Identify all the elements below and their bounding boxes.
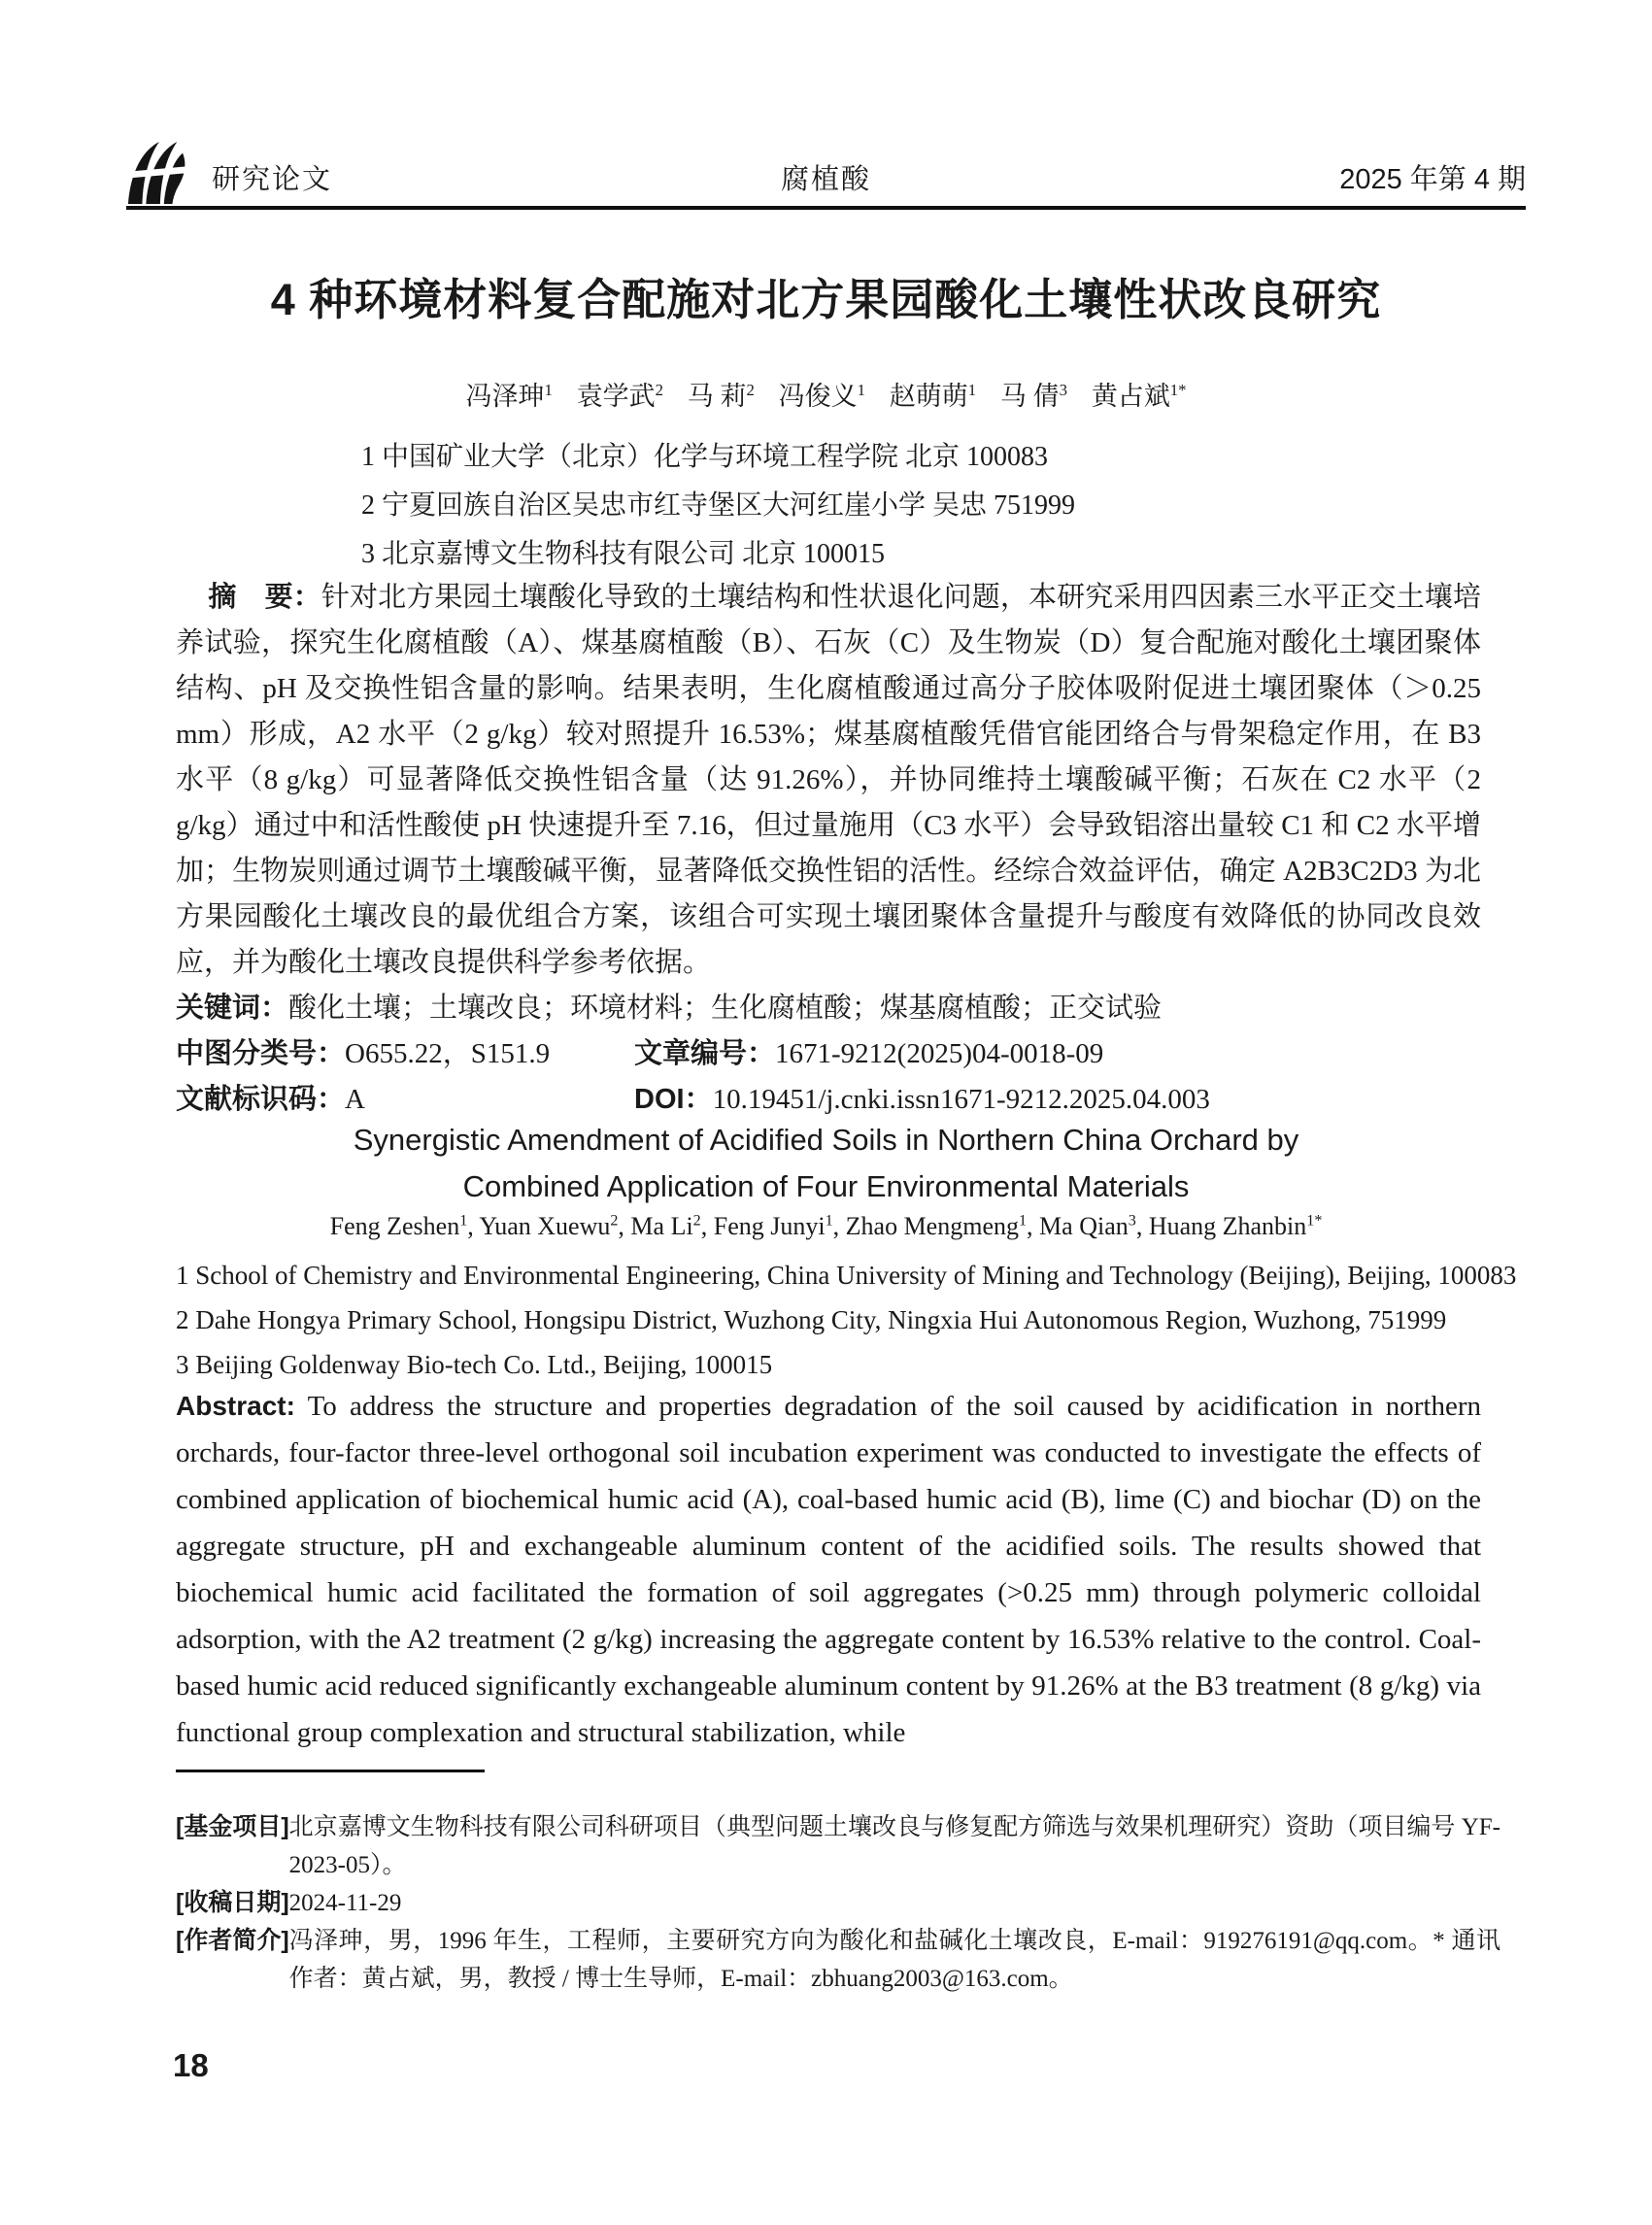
author-affil-sup: 2 [746, 381, 755, 399]
article-number [634, 1031, 1481, 1077]
doc-code-label: 文献标识码： [176, 1084, 346, 1115]
author-affil-sup: 2 [692, 1212, 701, 1230]
authors-cn [0, 375, 1652, 413]
affiliation-en-1: 1 School of Chemistry and Environmental Engineering, China University of Mining and Technology (Beijing), Beijing, 100083 [176, 1261, 1517, 1290]
footnote-author-bio [176, 1922, 1500, 1998]
author-name: 马 倩 [999, 382, 1060, 411]
article-no-value: 1671-9212(2025)04-0018-09 [775, 1038, 1104, 1069]
author-name: 冯俊义 [778, 382, 858, 411]
footnote-fund-text: 北京嘉博文生物科技有限公司科研项目（典型问题土壤改良与修复配方筛选与效果机理研究）资助（项目编号 YF-2023-05）。 [288, 1814, 1500, 1878]
author-cn [688, 382, 755, 411]
footnote-received-label: [收稿日期] [176, 1889, 289, 1916]
abstract-en-text: To address the structure and properties degradation of the soil caused by acidification in northern orchards, four-factor three-level orthogonal soil incubation experiment was conducted to investigate the effects of combined application of biochemical humic acid (A), coal-based humic acid (B), lime (C) and biochar (D) on the aggregate structure, pH and exchangeable aluminum content of the acidified soils. The results showed that biochemical humic acid facilitated the formation of soil aggregates (>0.25 mm) through polymeric colloidal adsorption, with the A2 treatment (2 g/kg) increasing the aggregate content by 16.53% relative to the control. Coal-based humic acid reduced significantly exchangeable aluminum content by 91.26% at the B3 treatment (8 g/kg) via functional group complexation and structural stabilization, while [176, 1391, 1481, 1748]
footnote-received-text: 2024-11-29 [288, 1890, 402, 1916]
keywords-text: 酸化土壤；土壤改良；环境材料；生化腐植酸；煤基腐植酸；正交试验 [288, 993, 1163, 1024]
author-name: 黄占斌 [1091, 382, 1170, 411]
affiliations-cn [361, 433, 1075, 579]
document-code [176, 1077, 634, 1123]
author-name: Yuan Xuewu [479, 1212, 611, 1240]
abstract-cn-label: 摘 要： [208, 582, 321, 613]
author-separator: , [467, 1212, 480, 1240]
title-en-line1: Synergistic Amendment of Acidified Soils in Northern China Orchard by [353, 1123, 1299, 1157]
author-en [630, 1212, 713, 1240]
clc-value: O655.22，S151.9 [345, 1038, 551, 1069]
meta-row-1 [176, 1031, 1481, 1077]
author-affil-sup: 3 [1128, 1212, 1136, 1230]
author-affil-sup: 2 [655, 381, 663, 399]
author-en [1039, 1212, 1149, 1240]
article-title-en [0, 1117, 1652, 1210]
clc-label: 中图分类号： [176, 1038, 346, 1069]
abstract-cn [176, 575, 1481, 986]
author-en [330, 1212, 480, 1240]
author-affil-sup: 1 [825, 1212, 833, 1230]
author-separator: , [1027, 1212, 1040, 1240]
doi [634, 1077, 1481, 1123]
header-section-label: 研究论文 [212, 164, 333, 195]
doi-label: DOI： [634, 1084, 713, 1115]
author-affil-sup: 1* [1169, 381, 1187, 399]
page-number: 18 [173, 2047, 209, 2083]
meta-row-2 [176, 1077, 1481, 1123]
affiliation-en-2: 2 Dahe Hongya Primary School, Hongsipu District, Wuzhong City, Ningxia Hui Autonomous Region, Wuzhong, 751999 [176, 1305, 1447, 1334]
header-issue: 2025 年第 4 期 [1339, 164, 1527, 195]
keywords-label: 关键词： [176, 993, 289, 1024]
abstract-en [176, 1383, 1481, 1756]
affiliation-cn-1: 1 中国矿业大学（北京）化学与环境工程学院 北京 100083 [361, 442, 1049, 472]
author-name: 马 莉 [687, 382, 747, 411]
abstract-cn-text: 针对北方果园土壤酸化导致的土壤结构和性状退化问题，本研究采用四因素三水平正交土壤培养试验，探究生化腐植酸（A）、煤基腐植酸（B）、石灰（C）及生物炭（D）复合配施对酸化土壤团聚体结构、pH 及交换性铝含量的影响。结果表明，生化腐植酸通过高分子胶体吸附促进土壤团聚体（＞0.25 mm）形成，A2 水平（2 g/kg）较对照提升 16.53%；煤基腐植酸凭借官能团络合与骨架稳定作用，在 B3 水平（8 g/kg）可显著降低交换性铝含量（达 91.26%），并协同维持土壤酸碱平衡；石灰在 C2 水平（2 g/kg）通过中和活性酸使 pH 快速提升至 7.16，但过量施用（C3 水平）会导致铝溶出量较 C1 和 C2 水平增加；生物炭则通过调节土壤酸碱平衡，显著降低交换性铝的活性。经综合效益评估，确定 A2B3C2D3 为北方果园酸化土壤改良的最优组合方案，该组合可实现土壤团聚体含量提升与酸度有效降低的协同改良效应，并为酸化土壤改良提供科学参考依据。 [176, 582, 1481, 978]
author-cn [466, 382, 553, 411]
page-header [126, 142, 1526, 210]
author-name: Zhao Mengmeng [845, 1212, 1019, 1240]
author-en [714, 1212, 846, 1240]
header-left [126, 142, 781, 204]
affiliation-en-3: 3 Beijing Goldenway Bio-tech Co. Ltd., Beijing, 100015 [176, 1350, 773, 1379]
authors-en [0, 1212, 1652, 1241]
clc-number [176, 1031, 634, 1077]
footnote-bio-label: [作者简介] [176, 1927, 289, 1954]
author-affil-sup: 1 [544, 381, 553, 399]
header-journal-name: 腐植酸 [781, 164, 872, 195]
footnote-fund-label: [基金项目] [176, 1813, 289, 1840]
doc-code-value: A [345, 1084, 365, 1115]
author-affil-sup: 1 [459, 1212, 468, 1230]
author-separator: , [832, 1212, 846, 1240]
article-no-label: 文章编号： [634, 1038, 776, 1069]
footnotes [176, 1808, 1500, 1998]
author-name: 赵萌萌 [889, 382, 968, 411]
author-cn [577, 382, 663, 411]
author-cn [1092, 382, 1187, 411]
author-en [479, 1212, 630, 1240]
chinese-front-matter [176, 575, 1481, 1123]
title-en-line2: Combined Application of Four Environmental Materials [462, 1169, 1190, 1203]
author-en [846, 1212, 1039, 1240]
author-affil-sup: 1 [1018, 1212, 1028, 1230]
footnote-received-date [176, 1884, 1500, 1922]
author-name: Ma Li [630, 1212, 693, 1240]
author-separator: , [700, 1212, 714, 1240]
author-name: Feng Zeshen [329, 1212, 460, 1240]
author-en [1149, 1212, 1323, 1240]
author-separator: , [1135, 1212, 1149, 1240]
author-cn [1000, 382, 1067, 411]
author-affil-sup: 3 [1059, 381, 1067, 399]
author-name: Huang Zhanbin [1148, 1212, 1307, 1240]
author-name: 冯泽珅 [465, 382, 545, 411]
author-name: Feng Junyi [713, 1212, 826, 1240]
author-affil-sup: 1 [967, 381, 977, 399]
keywords-cn [176, 986, 1481, 1031]
author-name: Ma Qian [1039, 1212, 1129, 1240]
footnote-divider [176, 1770, 485, 1772]
author-cn [779, 382, 865, 411]
article-title-cn: 4 种环境材料复合配施对北方果园酸化土壤性状改良研究 [270, 275, 1382, 324]
footnote-bio-text: 冯泽珅，男，1996 年生，工程师，主要研究方向为酸化和盐碱化土壤改良，E-mail：919276191@qq.com。* 通讯作者：黄占斌，男，教授 / 博士生导师，E-mail：zbhuang2003@163.com。 [288, 1928, 1500, 1992]
author-affil-sup: 1 [857, 381, 865, 399]
author-separator: , [618, 1212, 631, 1240]
affiliation-cn-3: 3 北京嘉博文生物科技有限公司 北京 100015 [361, 539, 886, 569]
footnote-fund [176, 1808, 1500, 1884]
journal-logo-icon [126, 142, 186, 204]
affiliation-cn-2: 2 宁夏回族自治区吴忠市红寺堡区大河红崖小学 吴忠 751999 [361, 490, 1076, 521]
affiliations-en [176, 1253, 1516, 1387]
author-cn [890, 382, 976, 411]
author-affil-sup: 1* [1306, 1212, 1323, 1230]
doi-value: 10.19451/j.cnki.issn1671-9212.2025.04.003 [712, 1084, 1210, 1115]
abstract-en-label: Abstract: [176, 1391, 295, 1421]
author-affil-sup: 2 [610, 1212, 619, 1230]
author-name: 袁学武 [576, 382, 656, 411]
